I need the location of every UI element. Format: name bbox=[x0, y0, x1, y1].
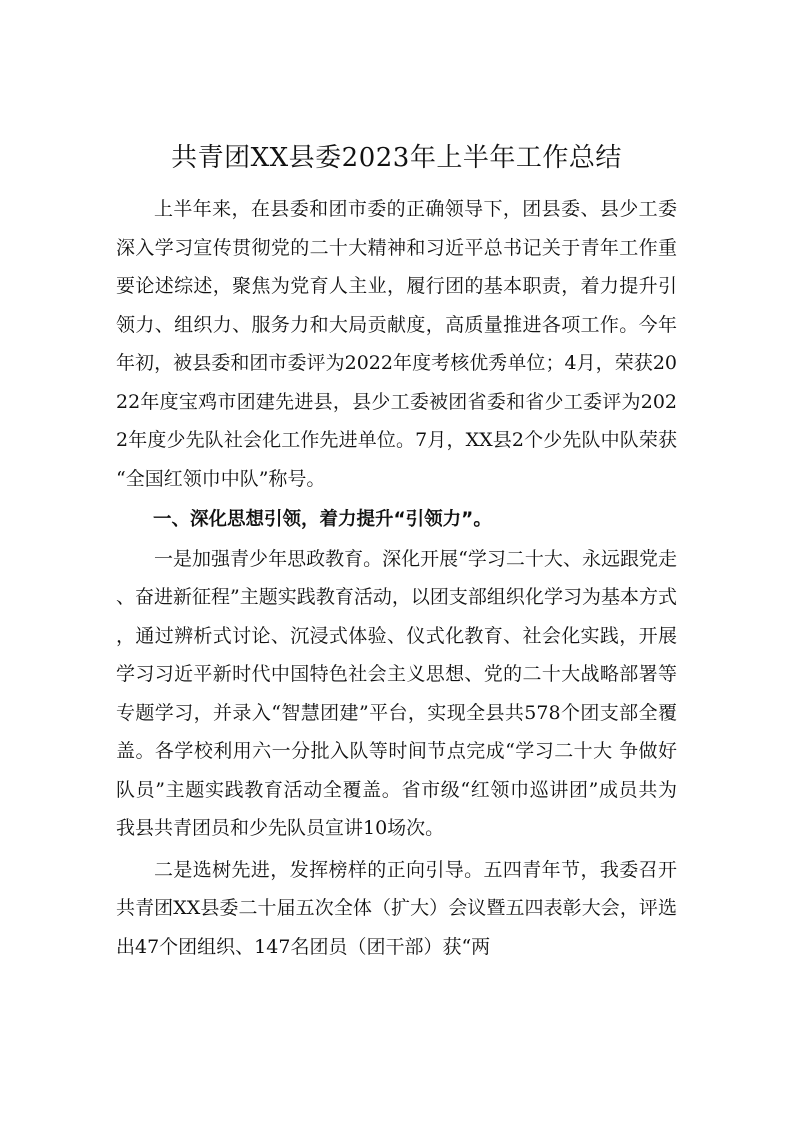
intro-paragraph: 上半年来，在县委和团市委的正确领导下，团县委、县少工委深入学习宣传贯彻党的二十大精神和习近平总书记关于青年工作重要论述综述，聚焦为党育人主业，履行团的基本职责，着力提升引领力、组织力、服务力和大局贡献度，高质量推进各项工作。今年年初，被县委和团市委评为2022年度考核优秀单位；4月，荣获2022年度宝鸡市团建先进县，县少工委被团省委和省少工委评为2022年度少先队社会化工作先进单位。7月，XX县2个少先队中队荣获“全国红领巾中队”称号。 bbox=[116, 198, 677, 490]
section-heading: 一、深化思想引领，着力提升“引领力”。 bbox=[153, 509, 492, 530]
body-paragraph-1: 一是加强青少年思政教育。深化开展“学习二十大、永远跟党走、奋进新征程”主题实践教育活动，以团支部组织化学习为基本方式，通过辨析式讨论、沉浸式体验、仪式化教育、社会化实践，开展学习习近平新时代中国特色社会主义思想、党的二十大战略部署等专题学习，并录入“智慧团建”平台，实现全县共578个团支部全覆盖。各学校利用六一分批入队等时间节点完成“学习二十大 争做好队员”主题实践教育活动全覆盖。省市级“红领巾巡讲团”成员共为我县共青团员和少先队员宣讲10场次。 bbox=[116, 547, 677, 839]
body-paragraph-2: 二是选树先进，发挥榜样的正向引导。五四青年节，我委召开共青团XX县委二十届五次全体（扩大）会议暨五四表彰大会，评选出47个团组织、147名团员（团干部）获“两 bbox=[116, 858, 677, 958]
document-title: 共青团XX县委2023年上半年工作总结 bbox=[171, 143, 622, 173]
